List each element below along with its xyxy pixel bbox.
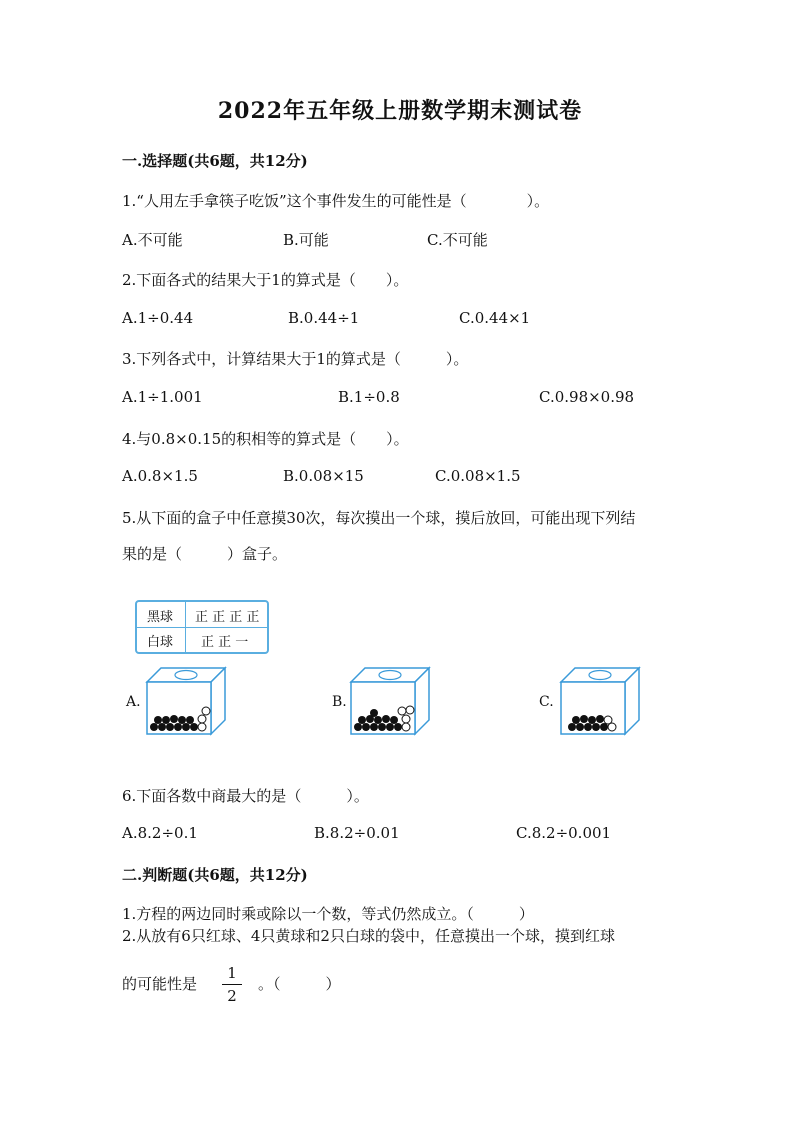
question-4-text: 4.与0.8×0.15的积相等的算式是（ ）。 (122, 430, 409, 448)
question-1-option-b: B.可能 (283, 231, 329, 249)
judgment-2-text: 2.从放有6只红球、4只黄球和2只白球的袋中，任意摸出一个球，摸到红球 (122, 927, 615, 945)
question-1-option-a: A.不可能 (122, 231, 183, 249)
judgment-1-text: 1.方程的两边同时乘或除以一个数，等式仍然成立。（ ） (122, 905, 534, 923)
section-heading-choice: 一.选择题(共6题，共12分) (122, 152, 308, 170)
box-label-c: C. (539, 694, 554, 710)
question-6-option-b: B.8.2÷0.01 (314, 824, 400, 842)
question-5-text: 5.从下面的盒子中任意摸30次，每次摸出一个球，摸后放回，可能出现下列结 (122, 509, 636, 527)
page-title: 2022年五年级上册数学期末测试卷 (217, 98, 583, 124)
question-4-option-b: B.0.08×15 (283, 467, 364, 485)
probability-fraction (222, 964, 242, 1005)
question-1-text: 1.“人用左手拿筷子吃饭”这个事件发生的可能性是（ ）。 (122, 192, 550, 210)
question-3-text: 3.下列各式中，计算结果大于1的算式是（ ）。 (122, 350, 469, 368)
ball-box-c-image (559, 664, 641, 736)
question-2-option-c: C.0.44×1 (459, 309, 531, 327)
question-2-option-a: A.1÷0.44 (122, 309, 194, 327)
tally-white-marks: 正 正 一 (201, 635, 249, 650)
box-label-b: B. (332, 694, 347, 710)
question-2-option-b: B.0.44÷1 (288, 309, 360, 327)
judgment-2-prefix: 的可能性是 (122, 975, 198, 993)
tally-black-label: 黑球 (147, 610, 174, 625)
question-6-text: 6.下面各数中商最大的是（ ）。 (122, 787, 369, 805)
question-5-text-continued: 果的是（ ）盒子。 (122, 545, 288, 563)
question-6-option-a: A.8.2÷0.1 (122, 824, 198, 842)
question-1-option-c: C.不可能 (427, 231, 488, 249)
tally-white-label: 白球 (147, 635, 174, 650)
tally-black-marks: 正 正 正 正 (195, 610, 260, 625)
judgment-2-suffix: 。（ ） (258, 975, 341, 993)
question-6-option-c: C.8.2÷0.001 (516, 824, 612, 842)
ball-box-a-image (145, 664, 227, 736)
question-2-text: 2.下面各式的结果大于1的算式是（ ）。 (122, 271, 409, 289)
question-4-option-a: A.0.8×1.5 (122, 467, 198, 485)
question-4-option-c: C.0.08×1.5 (435, 467, 521, 485)
fraction-denominator: 2 (227, 987, 237, 1005)
question-3-option-a: A.1÷1.001 (122, 388, 203, 406)
box-label-a: A. (126, 694, 141, 710)
tally-table (135, 600, 269, 654)
ball-box-b-image (349, 664, 431, 736)
question-3-option-b: B.1÷0.8 (338, 388, 400, 406)
section-heading-true-false: 二.判断题(共6题，共12分) (122, 866, 308, 884)
question-3-option-c: C.0.98×0.98 (539, 388, 635, 406)
fraction-numerator: 1 (227, 964, 237, 982)
